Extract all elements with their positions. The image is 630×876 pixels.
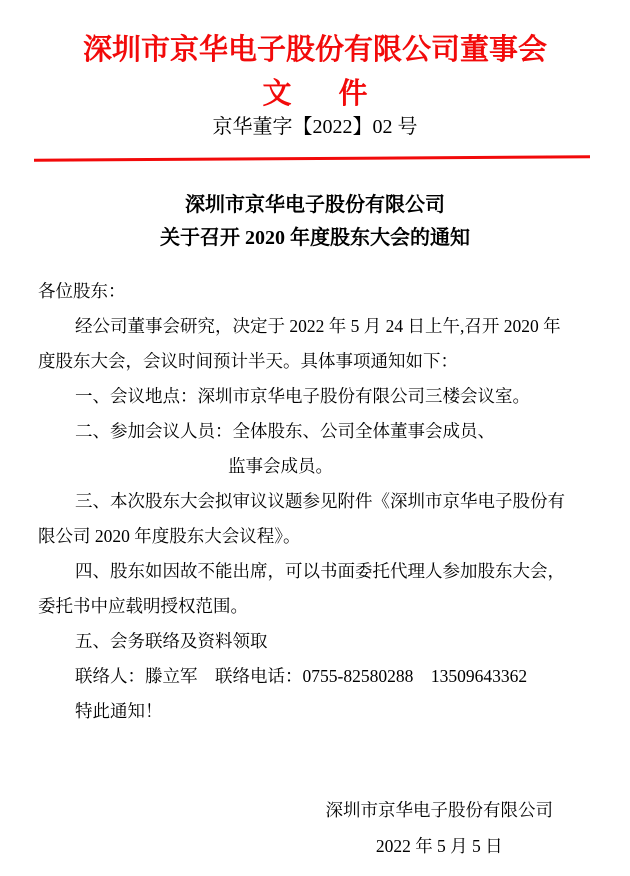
signature-block — [326, 793, 554, 864]
notice-body — [38, 274, 592, 729]
signature-company: 深圳市京华电子股份有限公司 — [325, 800, 553, 820]
notice-line: 一、会议地点：深圳市京华电子股份有限公司三楼会议室。 — [75, 386, 530, 406]
notice-line: 度股东大会，会议时间预计半天。具体事项通知如下： — [38, 351, 458, 371]
notice-line: 五、会务联络及资料领取 — [75, 631, 268, 651]
letterhead-document-word: 文 件 — [262, 78, 377, 110]
document-number: 京华董字【2022】02 号 — [212, 116, 418, 138]
notice-title-subject: 关于召开 2020 年度股东大会的通知 — [160, 227, 470, 249]
notice-line: 各位股东： — [38, 281, 126, 301]
signature-date: 2022 年 5 月 5 日 — [375, 836, 503, 856]
notice-line: 联络人：滕立军 联络电话：0755-82580288 13509643362 — [75, 666, 528, 686]
letterhead-divider-rule — [34, 155, 590, 161]
notice-line: 二、参加会议人员：全体股东、公司全体董事会成员、 — [75, 421, 495, 441]
notice-line: 委托书中应载明授权范围。 — [38, 596, 248, 616]
notice-line: 限公司 2020 年度股东大会议程》。 — [38, 526, 301, 546]
notice-line: 经公司董事会研究，决定于 2022 年 5 月 24 日上午,召开 2020 年 — [75, 316, 561, 336]
notice-line: 监事会成员。 — [228, 456, 333, 476]
notice-line: 三、本次股东大会拟审议议题参见附件《深圳市京华电子股份有 — [75, 491, 565, 511]
notice-line: 四、股东如因故不能出席，可以书面委托代理人参加股东大会， — [75, 561, 565, 581]
notice-title-company: 深圳市京华电子股份有限公司 — [185, 194, 445, 216]
notice-line: 特此通知！ — [75, 701, 163, 721]
letterhead-org-title: 深圳市京华电子股份有限公司董事会 — [82, 34, 547, 66]
